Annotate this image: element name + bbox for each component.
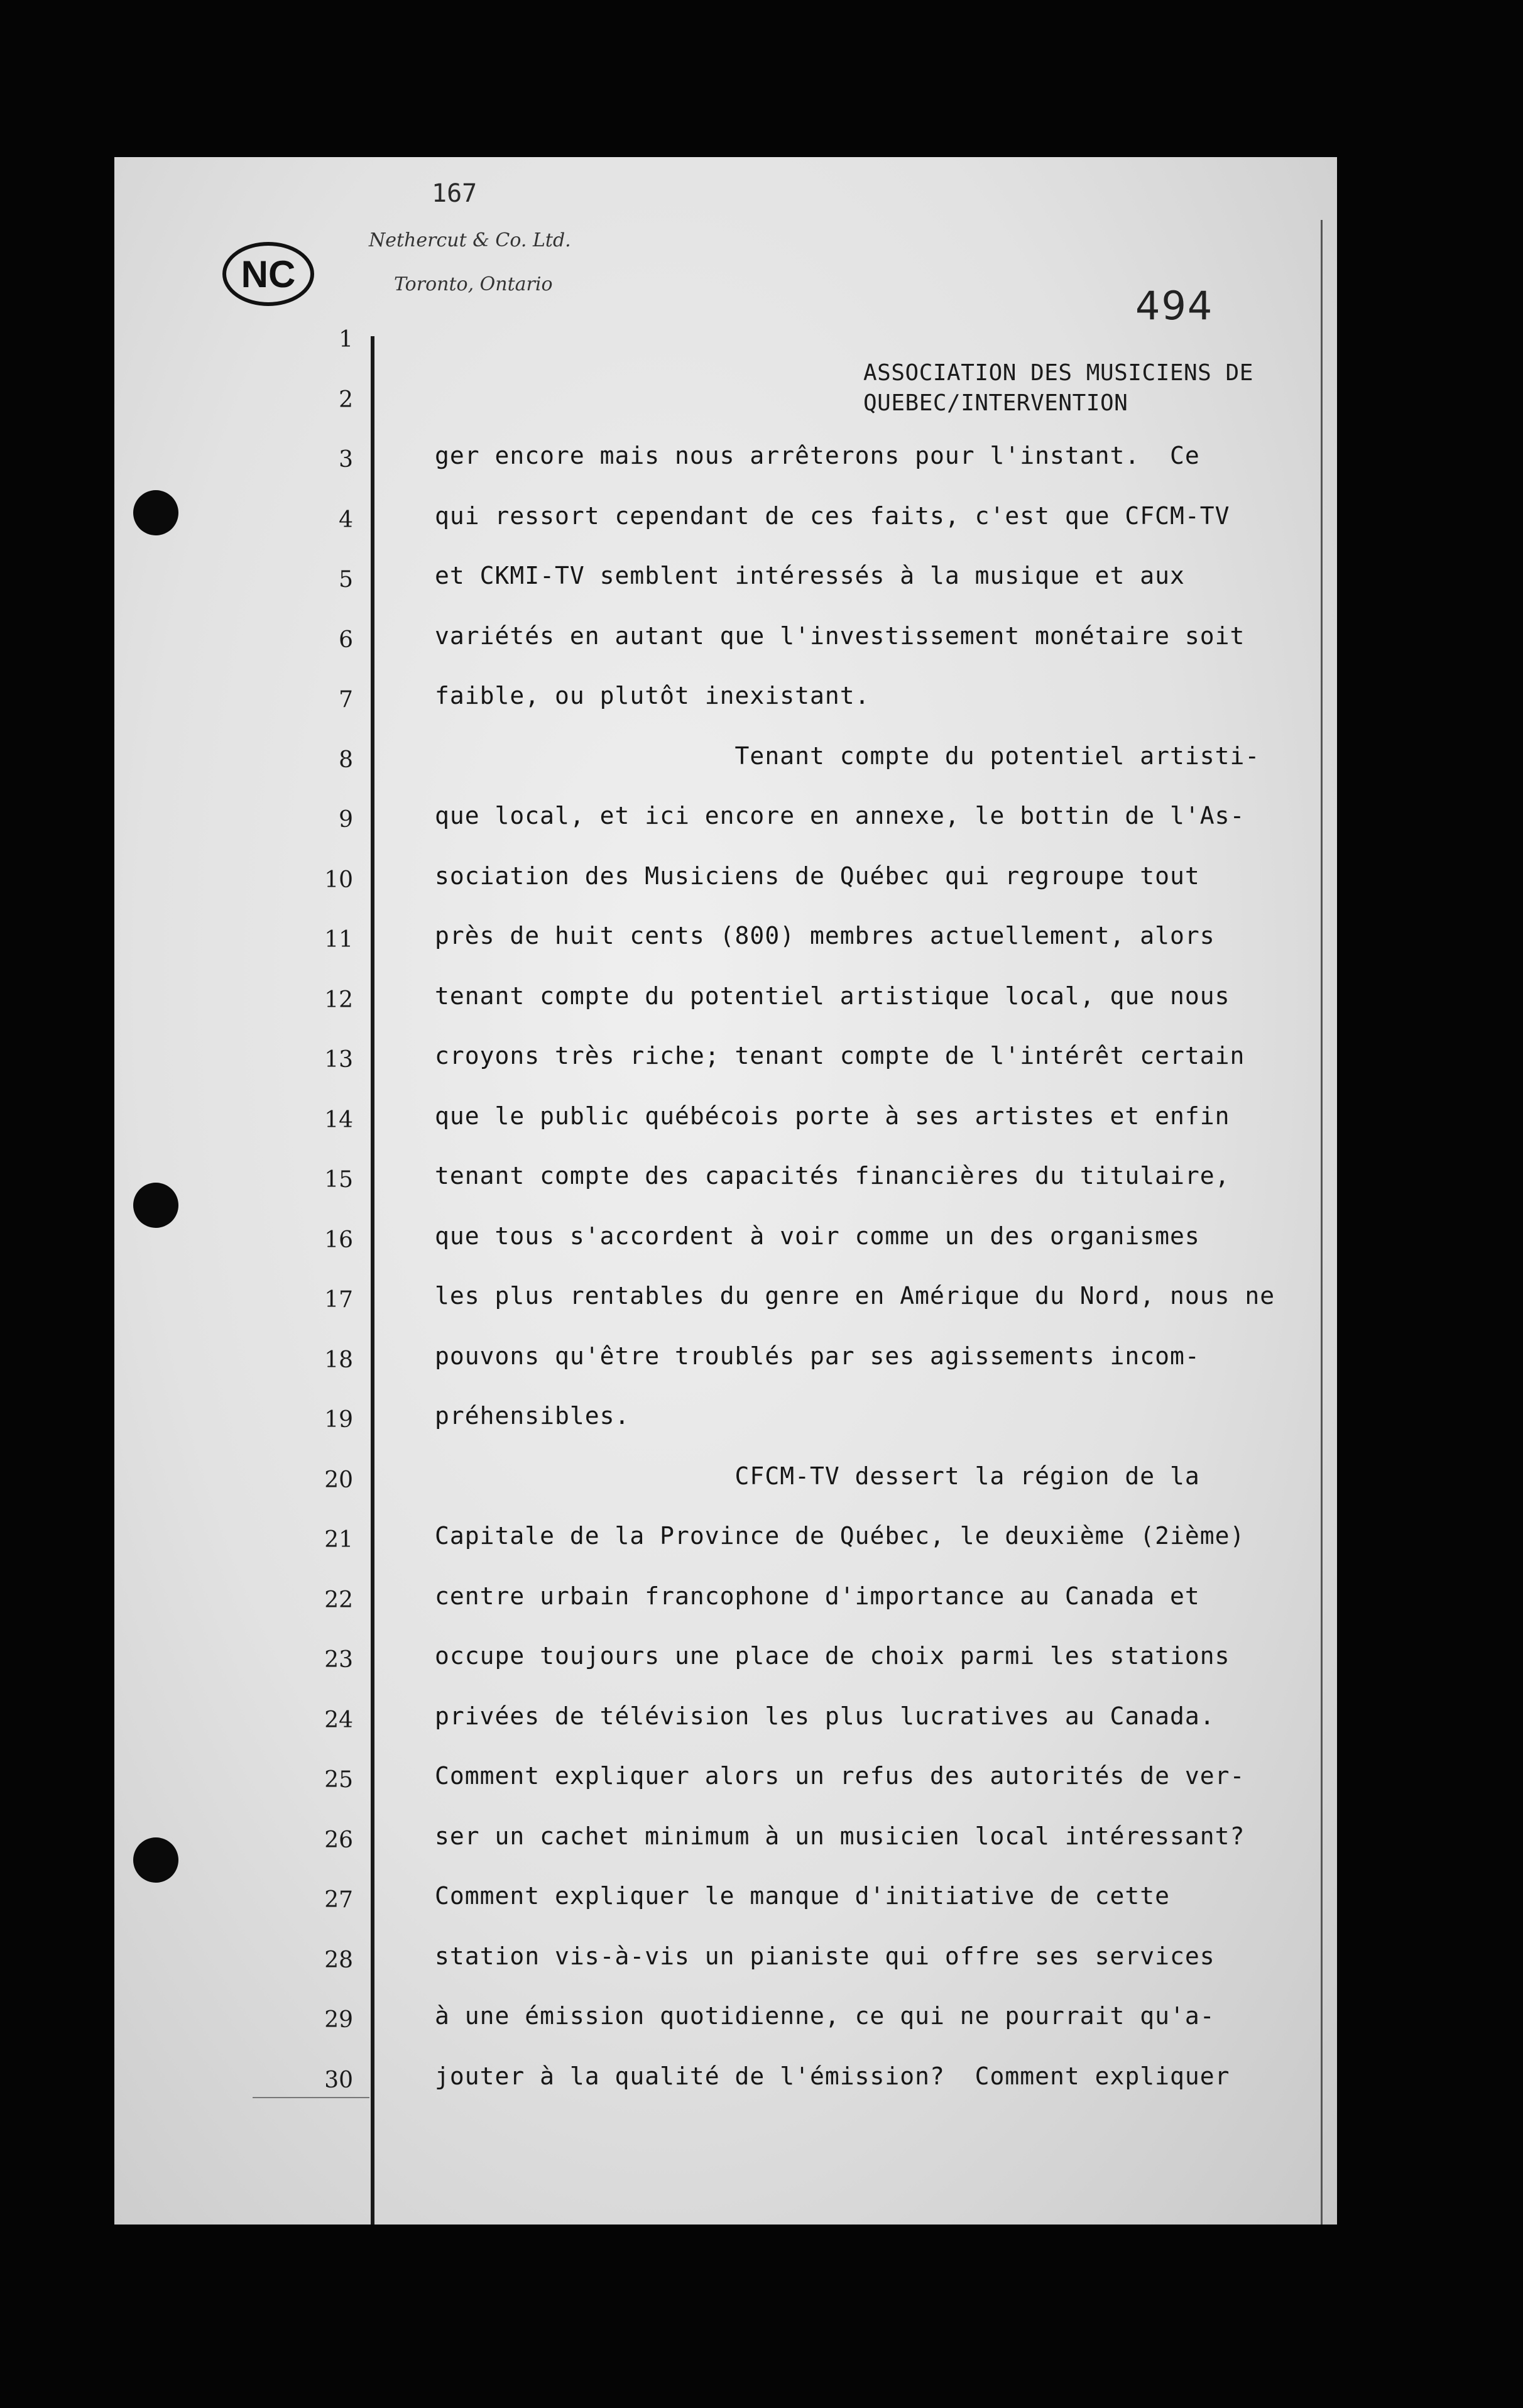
transcript-line: les plus rentables du genre en Amérique du Nord, nous ne: [435, 1282, 1275, 1310]
line-number: 5: [339, 567, 353, 593]
line-number: 23: [324, 1647, 353, 1673]
line-number: 24: [324, 1707, 353, 1733]
bottom-rule: [253, 2097, 369, 2098]
line-number: 2: [339, 386, 353, 413]
transcript-line: Comment expliquer le manque d'initiative de cette: [435, 1882, 1171, 1910]
transcript-line: près de huit cents (800) membres actuellement, alors: [435, 922, 1215, 950]
transcript-line: à une émission quotidienne, ce qui ne pourrait qu'a-: [435, 2002, 1215, 2030]
nc-logo: [221, 241, 315, 307]
section-heading: [863, 358, 1253, 419]
transcript-line: station vis-à-vis un pianiste qui offre ses services: [435, 1942, 1215, 1970]
line-number: 10: [324, 867, 353, 893]
line-number: 22: [324, 1587, 353, 1613]
transcript-line: croyons très riche; tenant compte de l'intérêt certain: [435, 1042, 1245, 1070]
transcript-line: que local, et ici encore en annexe, le bottin de l'As-: [435, 802, 1245, 829]
transcript-line: tenant compte du potentiel artistique local, que nous: [435, 982, 1230, 1010]
transcript-line: Comment expliquer alors un refus des autorités de ver-: [435, 1762, 1245, 1790]
line-number: 13: [324, 1047, 353, 1073]
line-number: 26: [324, 1827, 353, 1853]
line-number: 28: [324, 1947, 353, 1973]
transcript-line: qui ressort cependant de ces faits, c'est que CFCM-TV: [435, 501, 1230, 530]
line-number: 20: [324, 1467, 353, 1493]
line-number: 7: [339, 687, 353, 713]
line-number: 17: [324, 1287, 353, 1313]
line-number: 8: [339, 747, 353, 773]
line-number: 21: [324, 1527, 353, 1553]
line-number: 30: [324, 2067, 353, 2093]
line-number: 29: [324, 2007, 353, 2033]
transcript-line: occupe toujours une place de choix parmi les stations: [435, 1642, 1230, 1670]
transcript-line: CFCM-TV dessert la région de la: [435, 1462, 1200, 1490]
transcript-page-number: 494: [1135, 283, 1214, 329]
transcript-line: privées de télévision les plus lucratives au Canada.: [435, 1702, 1215, 1730]
line-number: 3: [339, 447, 353, 473]
transcript-line: ger encore mais nous arrêterons pour l'instant. Ce: [435, 442, 1200, 469]
line-number: 27: [324, 1887, 353, 1913]
transcript-line: Tenant compte du potentiel artisti-: [435, 742, 1260, 770]
transcript-line: variétés en autant que l'investissement monétaire soit: [435, 621, 1245, 650]
line-number: 19: [324, 1407, 353, 1433]
line-number: 4: [339, 506, 353, 533]
page-number: 167: [432, 179, 478, 208]
transcript-line: Capitale de la Province de Québec, le deuxième (2ième): [435, 1522, 1245, 1550]
firm-city: Toronto, Ontario: [394, 273, 553, 295]
transcript-line: ser un cachet minimum à un musicien local intéressant?: [435, 1822, 1245, 1850]
transcript-line: que tous s'accordent à voir comme un des organismes: [435, 1222, 1200, 1250]
line-number: 15: [324, 1167, 353, 1193]
transcript-line: faible, ou plutôt inexistant.: [435, 682, 870, 709]
line-number: 11: [324, 927, 353, 953]
line-number: 14: [324, 1107, 353, 1133]
line-number: 18: [324, 1347, 353, 1373]
firm-name: Nethercut & Co. Ltd.: [369, 229, 571, 251]
transcript-line: sociation des Musiciens de Québec qui regroupe tout: [435, 862, 1200, 890]
transcript-line: jouter à la qualité de l'émission? Comment expliquer: [435, 2062, 1230, 2090]
line-number: 1: [339, 327, 353, 353]
binder-hole-middle: [133, 1183, 178, 1228]
transcript-line: préhensibles.: [435, 1402, 630, 1430]
line-number: 16: [324, 1227, 353, 1253]
line-number: 6: [339, 627, 353, 653]
section-heading-line: ASSOCIATION DES MUSICIENS DE: [863, 360, 1253, 386]
transcript-line: centre urbain francophone d'importance au Canada et: [435, 1582, 1200, 1610]
transcript-page: [114, 157, 1337, 2225]
transcript-line: pouvons qu'être troublés par ses agissements incom-: [435, 1342, 1200, 1370]
transcript-line: tenant compte des capacités financières du titulaire,: [435, 1162, 1230, 1190]
line-number: 9: [339, 807, 353, 833]
right-margin-rule: [1321, 220, 1323, 2225]
margin-rule: [371, 336, 374, 2225]
line-number: 25: [324, 1767, 353, 1793]
transcript-line: que le public québécois porte à ses artistes et enfin: [435, 1102, 1230, 1130]
binder-hole-top: [133, 490, 178, 535]
binder-hole-bottom: [133, 1837, 178, 1883]
line-number: 12: [324, 987, 353, 1013]
section-heading-line: QUEBEC/INTERVENTION: [863, 390, 1128, 416]
logo-text: NC: [241, 253, 296, 295]
transcript-line: et CKMI-TV semblent intéressés à la musique et aux: [435, 562, 1185, 589]
